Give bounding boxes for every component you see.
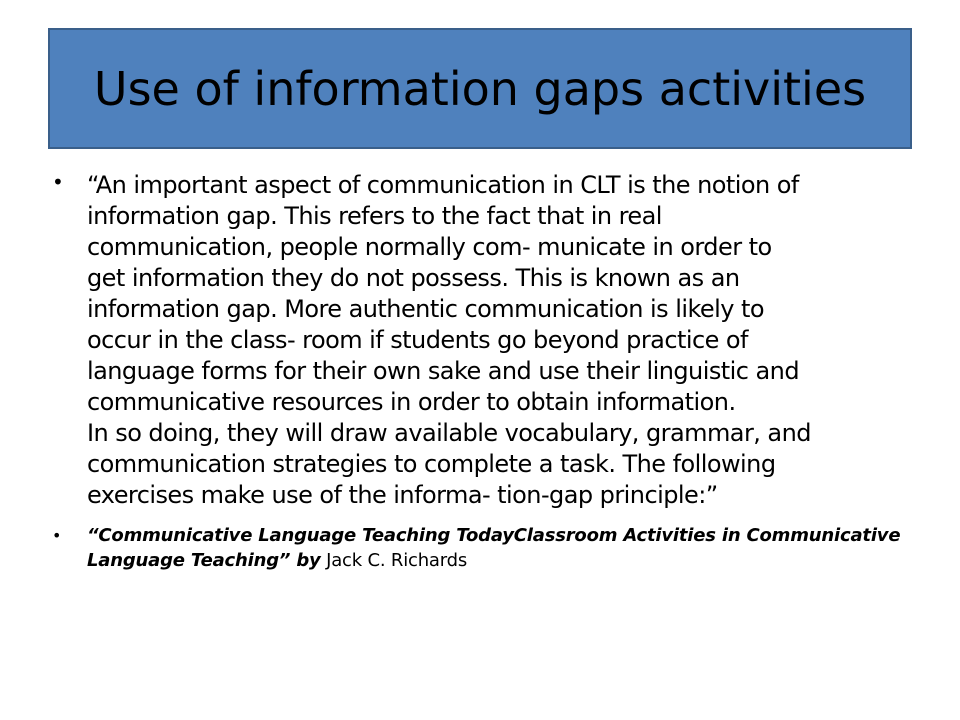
bullet-icon: • bbox=[52, 170, 64, 194]
citation-bullet bbox=[52, 523, 914, 573]
slide-body bbox=[52, 170, 914, 573]
slide-title: Use of information gaps activities bbox=[93, 61, 867, 116]
citation-author: Jack C. Richards bbox=[320, 550, 468, 571]
citation-work: “Communicative Language Teaching TodayClassroom Activities in Communicative Language Teaching” by bbox=[87, 525, 901, 571]
quote-bullet bbox=[52, 170, 914, 511]
quote-text: “An important aspect of communication in CLT is the notion of information gap. This refers to the fact that in real communication, people normally com- municate in order to get information they do not possess. This is known as an information gap. More authentic communication is likely to occur in the class- room if students go beyond practice of language forms for their own sake and use their linguistic and communicative resources in order to obtain information. In so doing, they will draw available vocabulary, grammar, and communication strategies to complete a task. The following exercises make use of the informa- tion-gap principle:” bbox=[87, 171, 811, 509]
title-box bbox=[48, 28, 912, 149]
bullet-icon: • bbox=[52, 526, 62, 545]
